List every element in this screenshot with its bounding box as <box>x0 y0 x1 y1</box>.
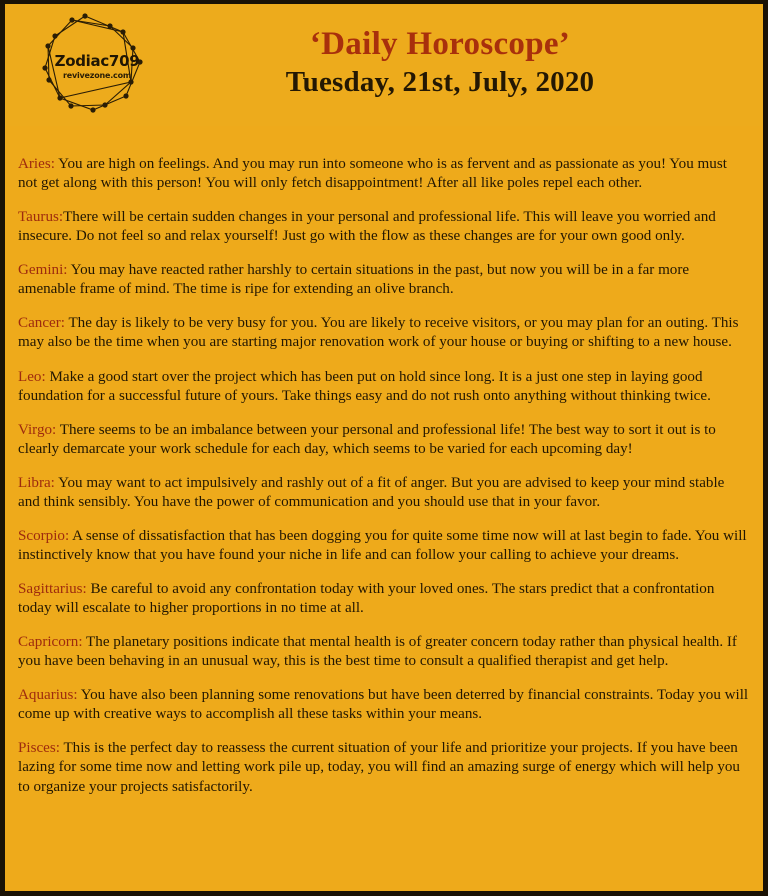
sign-text-virgo: There seems to be an imbalance between your personal and professional life! The best way to sort it out is to clearly demarcate your work schedule for each day, which seems to be varied for each upcoming day! <box>18 421 716 457</box>
horoscope-entry-gemini <box>18 261 749 299</box>
sign-text-taurus: There will be certain sudden changes in your personal and professional life. This will leave you worried and insecure. Do not feel so and relax yourself! Just go with the flow as these changes are for your own good only. <box>18 209 716 245</box>
sign-label-aquarius: Aquarius: <box>18 687 78 704</box>
sign-label-capricorn: Capricorn: <box>18 634 83 651</box>
sign-label-scorpio: Scorpio: <box>18 527 70 544</box>
poster-header <box>5 4 763 126</box>
sign-label-taurus: Taurus: <box>18 209 64 226</box>
horoscope-entry-virgo <box>18 421 749 459</box>
sign-label-aries: Aries: <box>18 156 55 173</box>
horoscope-entry-capricorn <box>18 633 749 671</box>
sign-label-sagittarius: Sagittarius: <box>18 581 87 598</box>
sign-label-pisces: Pisces: <box>18 740 60 757</box>
sign-text-aries: You are high on feelings. And you may run into someone who is as fervent and as passionate as you! You must not get along with this person! You will only fetch disappointment! After all like poles repel each other. <box>18 156 727 192</box>
page-title: ‘Daily Horoscope’ <box>309 26 571 63</box>
brand-logo <box>27 10 167 120</box>
horoscope-entry-aquarius <box>18 686 749 724</box>
sign-label-gemini: Gemini: <box>18 262 68 279</box>
sign-label-cancer: Cancer: <box>18 315 65 332</box>
horoscope-entry-scorpio <box>18 527 749 565</box>
horoscope-entry-aries <box>18 155 749 193</box>
horoscope-entry-libra <box>18 474 749 512</box>
sign-label-virgo: Virgo: <box>18 421 57 438</box>
horoscope-entry-cancer <box>18 314 749 352</box>
header-title-block <box>167 26 763 100</box>
page-date: Tuesday, 21st, July, 2020 <box>285 66 595 99</box>
horoscope-entry-leo <box>18 368 749 406</box>
horoscope-entry-pisces <box>18 739 749 796</box>
sign-text-leo: Make a good start over the project which has been put on hold since long. It is a just one step in laying good foundation for a successful future of yours. Take things easy and do not rush onto anything without thinking twice. <box>18 368 711 404</box>
sign-text-cancer: The day is likely to be very busy for you. You are likely to receive visitors, or you may plan for an outing. This may also be the time when you are starting major renovation work of your house or buying or shifting to a new house. <box>18 315 739 351</box>
horoscope-entry-sagittarius <box>18 580 749 618</box>
sign-text-pisces: This is the perfect day to reassess the current situation of your life and prioritize your projects. If you have been lazing for some time now and letting work pile up, today, you will find an amazing surge of energy which will help you to organize your projects satisfactorily. <box>18 740 740 795</box>
sign-text-sagittarius: Be careful to avoid any confrontation today with your loved ones. The stars predict that a confrontation today will escalate to higher proportions in no time at all. <box>18 581 715 617</box>
sign-text-scorpio: A sense of dissatisfaction that has been dogging you for quite some time now will at last begin to fade. You will instinctively know that you have found your niche in life and can follow your calling to achieve your dreams. <box>18 527 747 563</box>
sign-text-capricorn: The planetary positions indicate that mental health is of greater concern today rather than physical health. If you have been behaving in an unusual way, this is the best time to consult a qualified therapist and get help. <box>18 634 737 670</box>
horoscope-entries-list <box>5 126 763 797</box>
logo-website: revivezone.com <box>62 70 132 80</box>
sign-label-leo: Leo: <box>18 368 46 385</box>
sign-text-aquarius: You have also been planning some renovations but have been deterred by financial constraints. Today you will come up with creative ways to accomplish all these tasks within your means. <box>18 687 749 723</box>
logo-brand-name: Zodiac709 <box>54 52 140 70</box>
horoscope-entry-taurus <box>18 208 749 246</box>
sign-label-libra: Libra: <box>18 474 55 491</box>
constellation-polygon-icon <box>27 10 167 120</box>
sign-text-libra: You may want to act impulsively and rashly out of a fit of anger. But you are advised to keep your mind stable and think sensibly. You have the power of communication and you should use that in your favor. <box>18 474 725 510</box>
sign-text-gemini: You may have reacted rather harshly to certain situations in the past, but now you will be in a far more amenable frame of mind. The time is ripe for extending an olive branch. <box>18 262 690 298</box>
